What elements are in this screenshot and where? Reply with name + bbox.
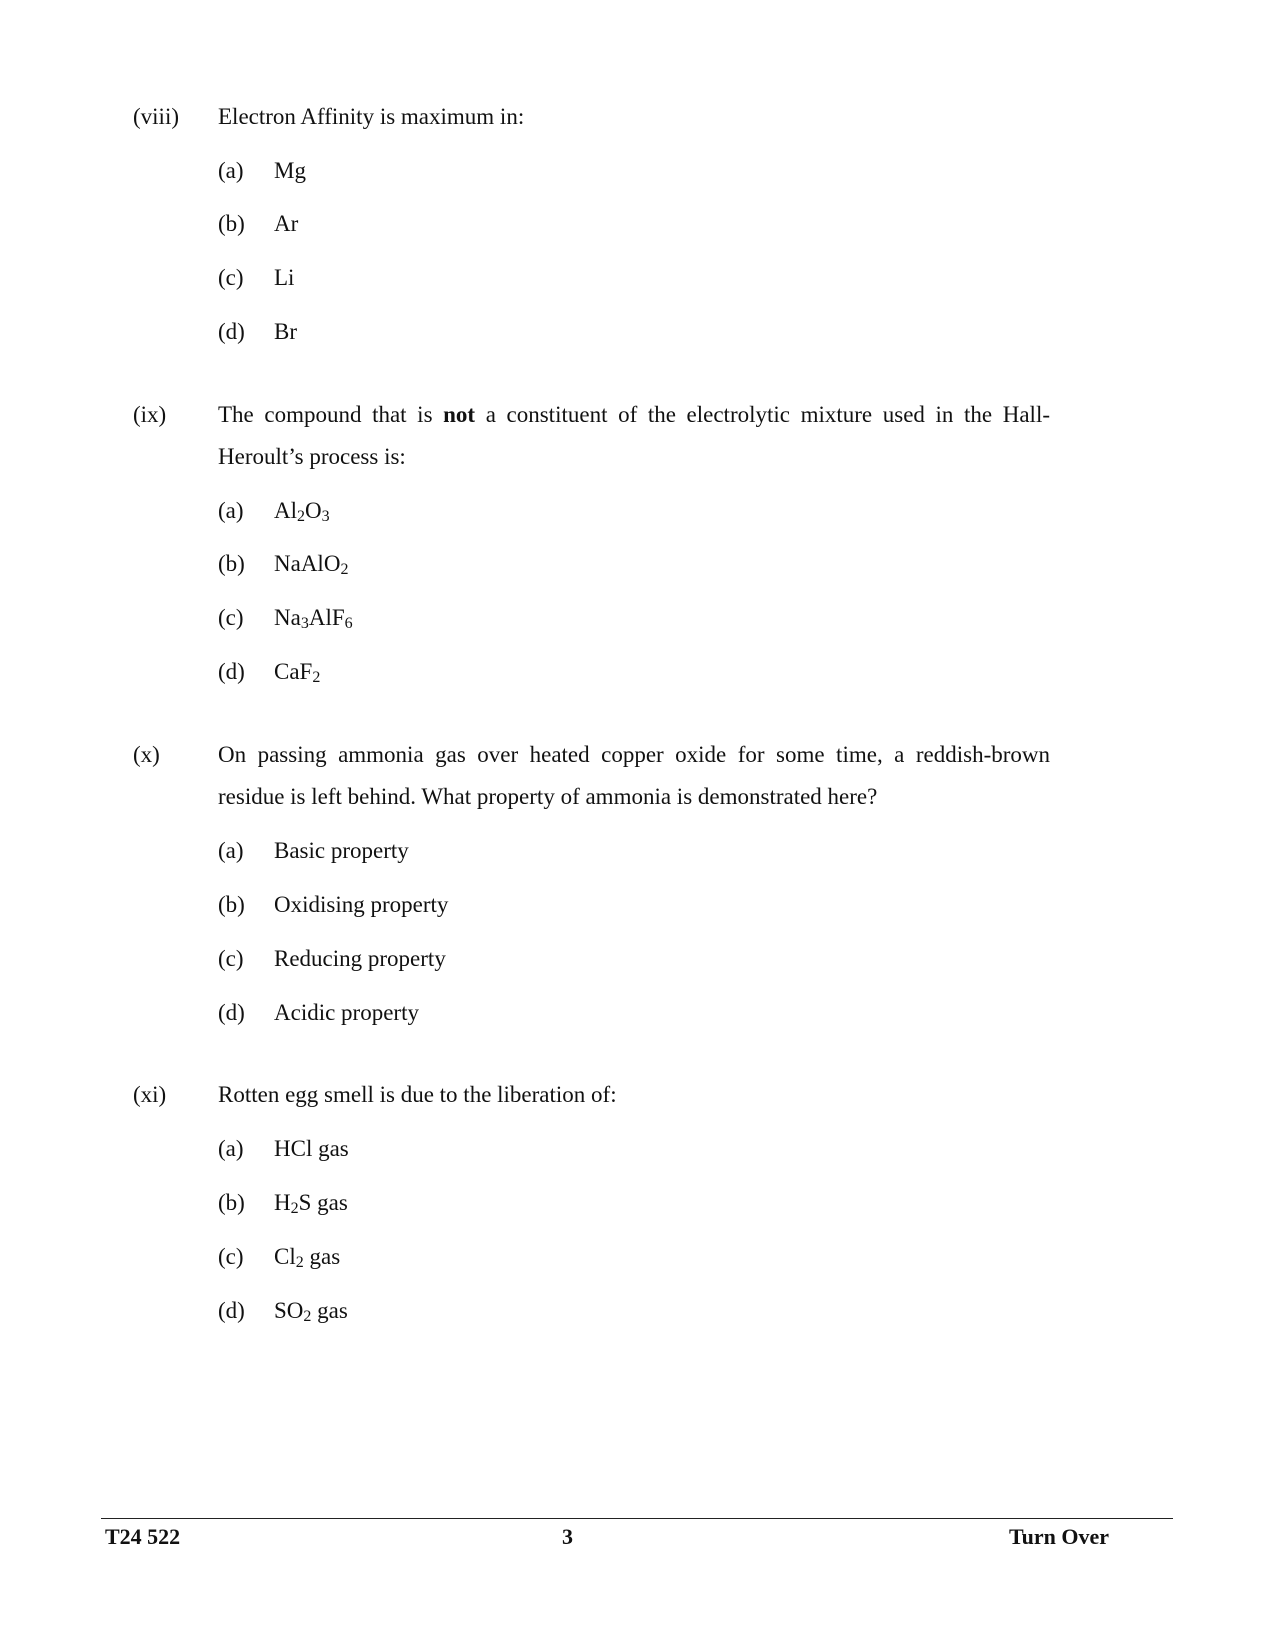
formula-part: Na xyxy=(274,605,301,630)
question-text xyxy=(218,394,1050,478)
option-label: (c) xyxy=(218,605,244,630)
formula-subscript: 2 xyxy=(290,1200,299,1217)
option-x-d xyxy=(0,993,1275,1033)
question-text xyxy=(218,96,1050,138)
question-text-part: Rotten egg smell is due to the liberation of: xyxy=(218,1082,617,1107)
option-xi-d xyxy=(0,1291,1275,1331)
formula-part: NaAlO xyxy=(274,551,341,576)
formula-part: AlF xyxy=(308,605,345,630)
option-ix-b xyxy=(0,544,1275,584)
option-label: (d) xyxy=(218,319,245,344)
formula-subscript: 2 xyxy=(297,508,305,525)
formula-part: S gas xyxy=(298,1190,348,1215)
formula-subscript: 2 xyxy=(340,561,349,578)
formula-subscript: 3 xyxy=(300,615,309,632)
formula-subscript: 6 xyxy=(344,615,353,632)
question-text-part: Electron Affinity is maximum in: xyxy=(218,104,525,129)
option-label: (a) xyxy=(218,1136,244,1161)
option-formula xyxy=(274,1237,340,1277)
option-formula xyxy=(274,544,348,584)
page-number: 3 xyxy=(562,1524,573,1549)
option-viii-c xyxy=(0,258,1275,298)
formula-part: Cl xyxy=(274,1244,296,1269)
option-label: (b) xyxy=(218,211,245,236)
question-text xyxy=(218,734,1050,818)
option-text: Basic property xyxy=(274,838,409,863)
question-text-part: The compound that is xyxy=(218,402,444,427)
option-label: (d) xyxy=(218,1000,245,1025)
option-label: (c) xyxy=(218,946,244,971)
option-text: Acidic property xyxy=(274,1000,419,1025)
option-label: (b) xyxy=(218,1190,245,1215)
option-label: (d) xyxy=(218,659,245,684)
option-formula xyxy=(274,598,353,638)
option-label: (b) xyxy=(218,892,245,917)
option-text: Ar xyxy=(274,211,299,236)
option-label: (a) xyxy=(218,158,244,183)
formula-subscript: 2 xyxy=(312,669,321,686)
option-label: (d) xyxy=(218,1298,245,1323)
formula-subscript: 2 xyxy=(295,1254,304,1271)
option-text: HCl gas xyxy=(274,1136,349,1161)
option-x-a xyxy=(0,831,1275,871)
option-text: Li xyxy=(274,265,295,290)
formula-part: gas xyxy=(311,1298,348,1323)
option-label: (c) xyxy=(218,1244,244,1269)
question-text-emphasis: not xyxy=(443,402,476,427)
question-number: (viii) xyxy=(133,104,179,129)
formula-part: gas xyxy=(303,1244,341,1269)
option-viii-b xyxy=(0,204,1275,244)
question-number: (xi) xyxy=(133,1082,167,1107)
option-label: (a) xyxy=(218,838,244,863)
question-number: (x) xyxy=(133,742,160,767)
formula-part: O xyxy=(305,498,322,523)
option-text: Oxidising property xyxy=(274,892,449,917)
option-x-b xyxy=(0,885,1275,925)
option-x-c xyxy=(0,939,1275,979)
paper-code: T24 522 xyxy=(105,1524,181,1549)
option-viii-a xyxy=(0,151,1275,191)
turn-over-label: Turn Over xyxy=(1009,1524,1110,1549)
option-text: Reducing property xyxy=(274,946,446,971)
option-ix-d xyxy=(0,652,1275,692)
option-ix-a xyxy=(0,491,1275,531)
question-text xyxy=(218,1074,1050,1116)
formula-subscript: 3 xyxy=(321,508,330,525)
formula-part: SO xyxy=(274,1298,304,1323)
option-xi-c xyxy=(0,1237,1275,1277)
option-formula xyxy=(274,1183,348,1223)
option-label: (b) xyxy=(218,551,245,576)
formula-part: Al xyxy=(274,498,297,523)
option-formula xyxy=(274,652,320,692)
option-text: Br xyxy=(274,319,297,344)
option-formula xyxy=(274,1291,348,1331)
option-xi-b xyxy=(0,1183,1275,1223)
option-label: (a) xyxy=(218,498,244,523)
question-text-part: a constituent of the electrolytic mixture used in the Hall-Heroult’s process is: xyxy=(218,402,1050,469)
question-text-part: On passing ammonia gas over heated copper oxide for some time, a reddish-brown residue is left behind. What property of ammonia is demonstrated here? xyxy=(218,742,1050,809)
option-viii-d xyxy=(0,312,1275,352)
formula-subscript: 2 xyxy=(303,1308,312,1325)
formula-part: CaF xyxy=(274,659,313,684)
option-ix-c xyxy=(0,598,1275,638)
formula-part: H xyxy=(274,1190,291,1215)
question-number: (ix) xyxy=(133,402,167,427)
option-label: (c) xyxy=(218,265,244,290)
option-formula xyxy=(274,491,330,531)
option-text: Mg xyxy=(274,158,306,183)
footer-divider xyxy=(101,1518,1173,1519)
option-xi-a xyxy=(0,1129,1275,1169)
